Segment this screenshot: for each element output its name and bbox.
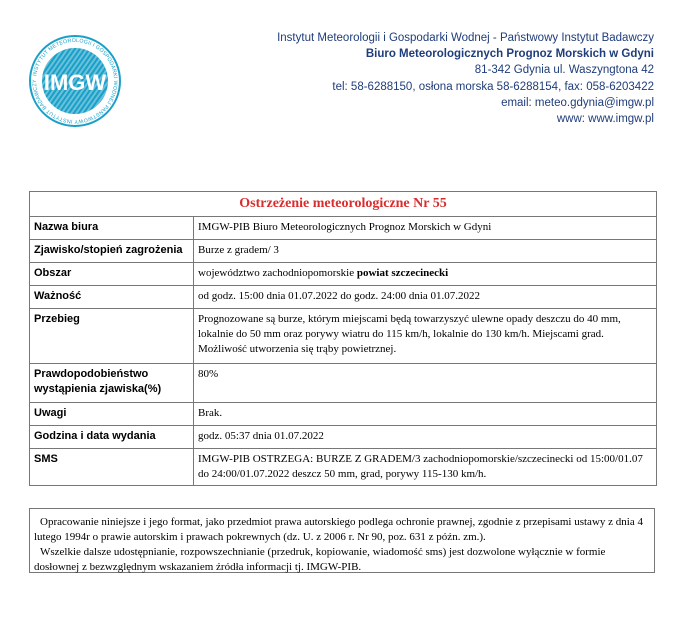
- logo-ring-text: INSTYTUT METEOROLOGII I GOSPODARKI WODNEJ PAŃSTWOWY INSTYTUT BADAWCZY: [31, 37, 119, 125]
- row-label: Przebieg: [30, 309, 194, 364]
- table-row: [30, 240, 656, 263]
- area-voivodeship: województwo zachodniopomorskie: [198, 267, 355, 279]
- table-row: [30, 286, 656, 309]
- row-value: IMGW-PIB OSTRZEGA: BURZE Z GRADEM/3 zachodniopomorskie/szczecinecki od 15:00/01.07 do 24:00/01.07.2022 deszcz 50 mm, grad, porywy 115-130 km/h.: [194, 449, 657, 486]
- row-label: Obszar: [30, 263, 194, 286]
- warning-title: Ostrzeżenie meteorologiczne Nr 55: [30, 192, 656, 217]
- area-county: powiat szczecinecki: [356, 267, 449, 279]
- copyright-paragraph: Opracowanie niniejsze i jego format, jako przedmiot prawa autorskiego podlega ochronie prawnej, zgodnie z przepisami ustawy z dnia 4 lutego 1994r o prawie autorskim i prawach pokrewnych (dz. U. z 2006 r. Nr 90, poz. 631 z późn. zm.).: [34, 516, 643, 543]
- table-row: [30, 364, 656, 403]
- row-value: godz. 05:37 dnia 01.07.2022: [194, 426, 657, 449]
- row-value: Burze z gradem/ 3: [194, 240, 657, 263]
- row-value: od godz. 15:00 dnia 01.07.2022 do godz. 24:00 dnia 01.07.2022: [194, 286, 657, 309]
- imgw-logo: [28, 34, 122, 128]
- row-label: Prawdopodobieństwo wystąpienia zjawiska(%): [30, 364, 194, 403]
- table-row: [30, 309, 656, 364]
- imgw-logo-icon: [28, 34, 122, 128]
- bureau-name: Biuro Meteorologicznych Prognoz Morskich w Gdyni: [365, 48, 654, 61]
- website[interactable]: www: www.imgw.pl: [556, 113, 654, 126]
- row-label: Nazwa biura: [30, 217, 194, 240]
- row-label: Uwagi: [30, 403, 194, 426]
- usage-paragraph: Wszelkie dalsze udostępnianie, rozpowszechnianie (przedruk, kopiowanie, wiadomość sms) jest dozwolone wyłącznie w formie dosłownej z bezwzględnym wskazaniem źródła informacji tj. IMGW-PIB.: [34, 546, 606, 573]
- row-value: [194, 263, 657, 286]
- row-label: SMS: [30, 449, 194, 486]
- table-row: [30, 263, 656, 286]
- table-row: [30, 449, 656, 486]
- table-row: [30, 426, 656, 449]
- row-value: 80%: [194, 364, 657, 403]
- copyright-notice: [29, 508, 655, 573]
- table-row: [30, 403, 656, 426]
- row-label: Godzina i data wydania: [30, 426, 194, 449]
- address: 81-342 Gdynia ul. Waszyngtona 42: [474, 64, 654, 77]
- institute-header: [277, 30, 654, 127]
- logo-text: IMGW: [43, 70, 107, 95]
- institute-name: Instytut Meteorologii i Gospodarki Wodnej - Państwowy Instytut Badawczy: [277, 32, 654, 44]
- phone: tel: 58-6288150, osłona morska 58-6288154, fax: 058-6203422: [332, 80, 654, 93]
- warning-table: [30, 217, 656, 485]
- warning-box: [29, 191, 657, 486]
- email[interactable]: email: meteo.gdynia@imgw.pl: [501, 96, 654, 109]
- table-row: [30, 217, 656, 240]
- row-label: Zjawisko/stopień zagrożenia: [30, 240, 194, 263]
- row-label: Ważność: [30, 286, 194, 309]
- row-value: Brak.: [194, 403, 657, 426]
- row-value: IMGW-PIB Biuro Meteorologicznych Prognoz Morskich w Gdyni: [194, 217, 657, 240]
- row-value: Prognozowane są burze, którym miejscami będą towarzyszyć ulewne opady deszczu do 40 mm, lokalnie do 50 mm oraz porywy wiatru do 115 km/h, lokalnie do 130 km/h. Miejscami grad. Możliwość utworzenia się trąby powietrznej.: [194, 309, 657, 364]
